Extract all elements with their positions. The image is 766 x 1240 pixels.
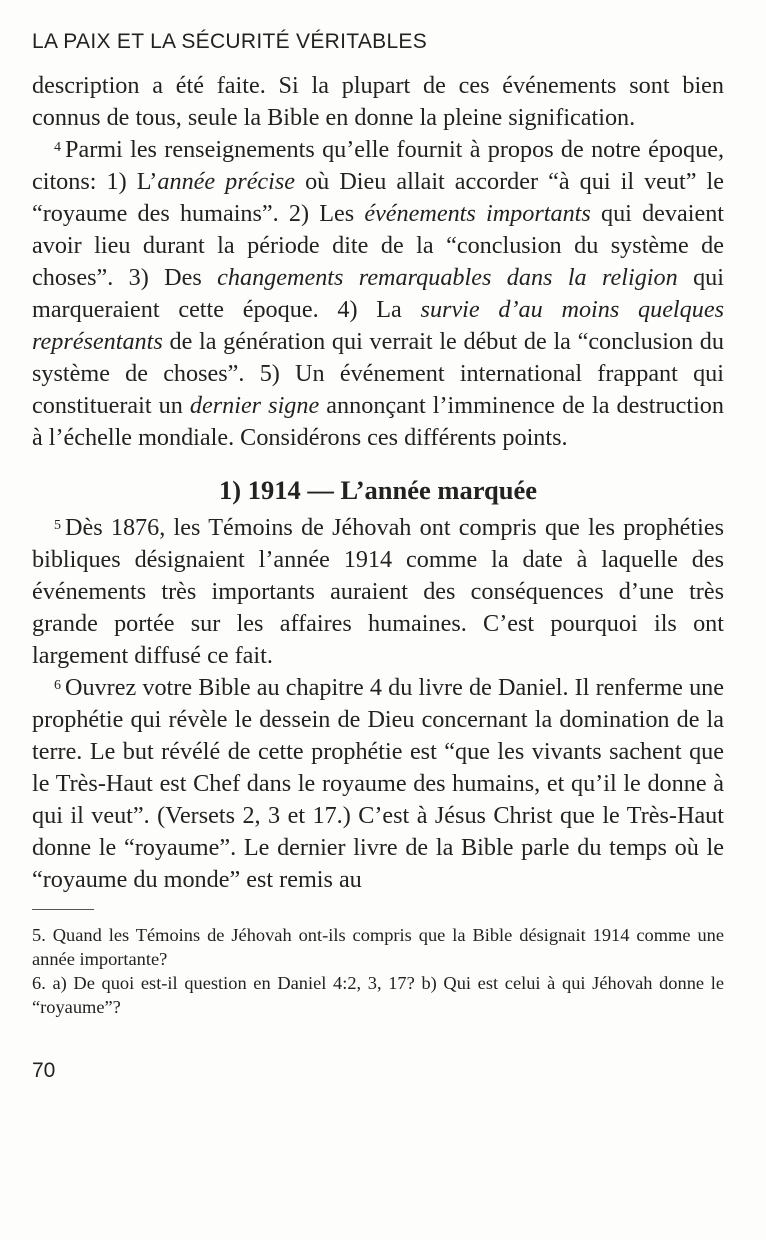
- main-text: [32, 70, 724, 896]
- paragraph-number: 4: [54, 140, 61, 155]
- p4-text: qui devaient avoir lieu durant la période dite de la “conclusion du système de choses”. 3) Des: [32, 200, 725, 291]
- footnote-divider: [32, 909, 94, 910]
- p4-text: qui marqueraient cette époque. 4) La: [32, 264, 724, 323]
- paragraph-5: [32, 512, 724, 672]
- p4-text: de la génération qui verrait le début de la “conclusion du système de choses”. 5) Un événement international frappant qui constituerait un: [32, 328, 724, 419]
- p4-emphasis: changements remarquables dans la religion: [217, 264, 678, 291]
- p4-text: annonçant l’imminence de la destruction à l’échelle mondiale. Considérons ces différents points.: [32, 392, 724, 451]
- paragraph-6: [32, 672, 724, 896]
- p4-emphasis: survie d’au moins quelques représentants: [32, 296, 724, 355]
- running-header: LA PAIX ET LA SÉCURITÉ VÉRITABLES: [32, 30, 428, 53]
- paragraph-3-continued: description a été faite. Si la plupart de ces événements sont bien connus de tous, seule la Bible en donne la pleine signification.: [32, 72, 724, 131]
- p4-text: où Dieu allait accorder “à qui il veut” le “royaume des humains”. 2) Les: [32, 168, 724, 227]
- p6-text: Ouvrez votre Bible au chapitre 4 du livre de Daniel. Il renferme une prophétie qui révèle le dessein de Dieu concernant la domination de la terre. Le but révélé de cette prophétie est “que les vivants sachent que le Très-Haut est Chef dans le royaume des humains, et qu’il le donne à qui il veut”. (Versets 2, 3 et 17.) C’est à Jésus Christ que le Très-Haut donne le “royaume”. Le dernier livre de la Bible parle du temps où le “royaume du monde” est remis au: [32, 674, 724, 893]
- p5-text: Dès 1876, les Témoins de Jéhovah ont compris que les prophéties bibliques désignaient l’année 1914 comme la date à laquelle des événements très importants auraient des conséquences d’une très grande portée sur les affaires humaines. C’est pourquoi ils ont largement diffusé ce fait.: [32, 514, 724, 669]
- paragraph-4: [32, 134, 724, 454]
- section-heading: 1) 1914 — L’année marquée: [219, 475, 537, 505]
- p4-emphasis: événements importants: [364, 200, 591, 227]
- p4-emphasis: année précise: [157, 168, 296, 195]
- p4-text: Parmi les renseignements qu’elle fournit à propos de notre époque, citons: 1) L’: [32, 136, 724, 195]
- p4-emphasis: dernier signe: [189, 392, 320, 419]
- paragraph-number: 5: [54, 518, 61, 533]
- question-5: 5. Quand les Témoins de Jéhovah ont-ils compris que la Bible désignait 1914 comme une année importante?: [32, 925, 724, 969]
- page-number: 70: [32, 1059, 56, 1082]
- study-questions: [32, 923, 724, 1019]
- question-6: 6. a) De quoi est-il question en Daniel 4:2, 3, 17? b) Qui est celui à qui Jéhovah donne le “royaume”?: [32, 973, 724, 1017]
- paragraph-number: 6: [54, 678, 61, 693]
